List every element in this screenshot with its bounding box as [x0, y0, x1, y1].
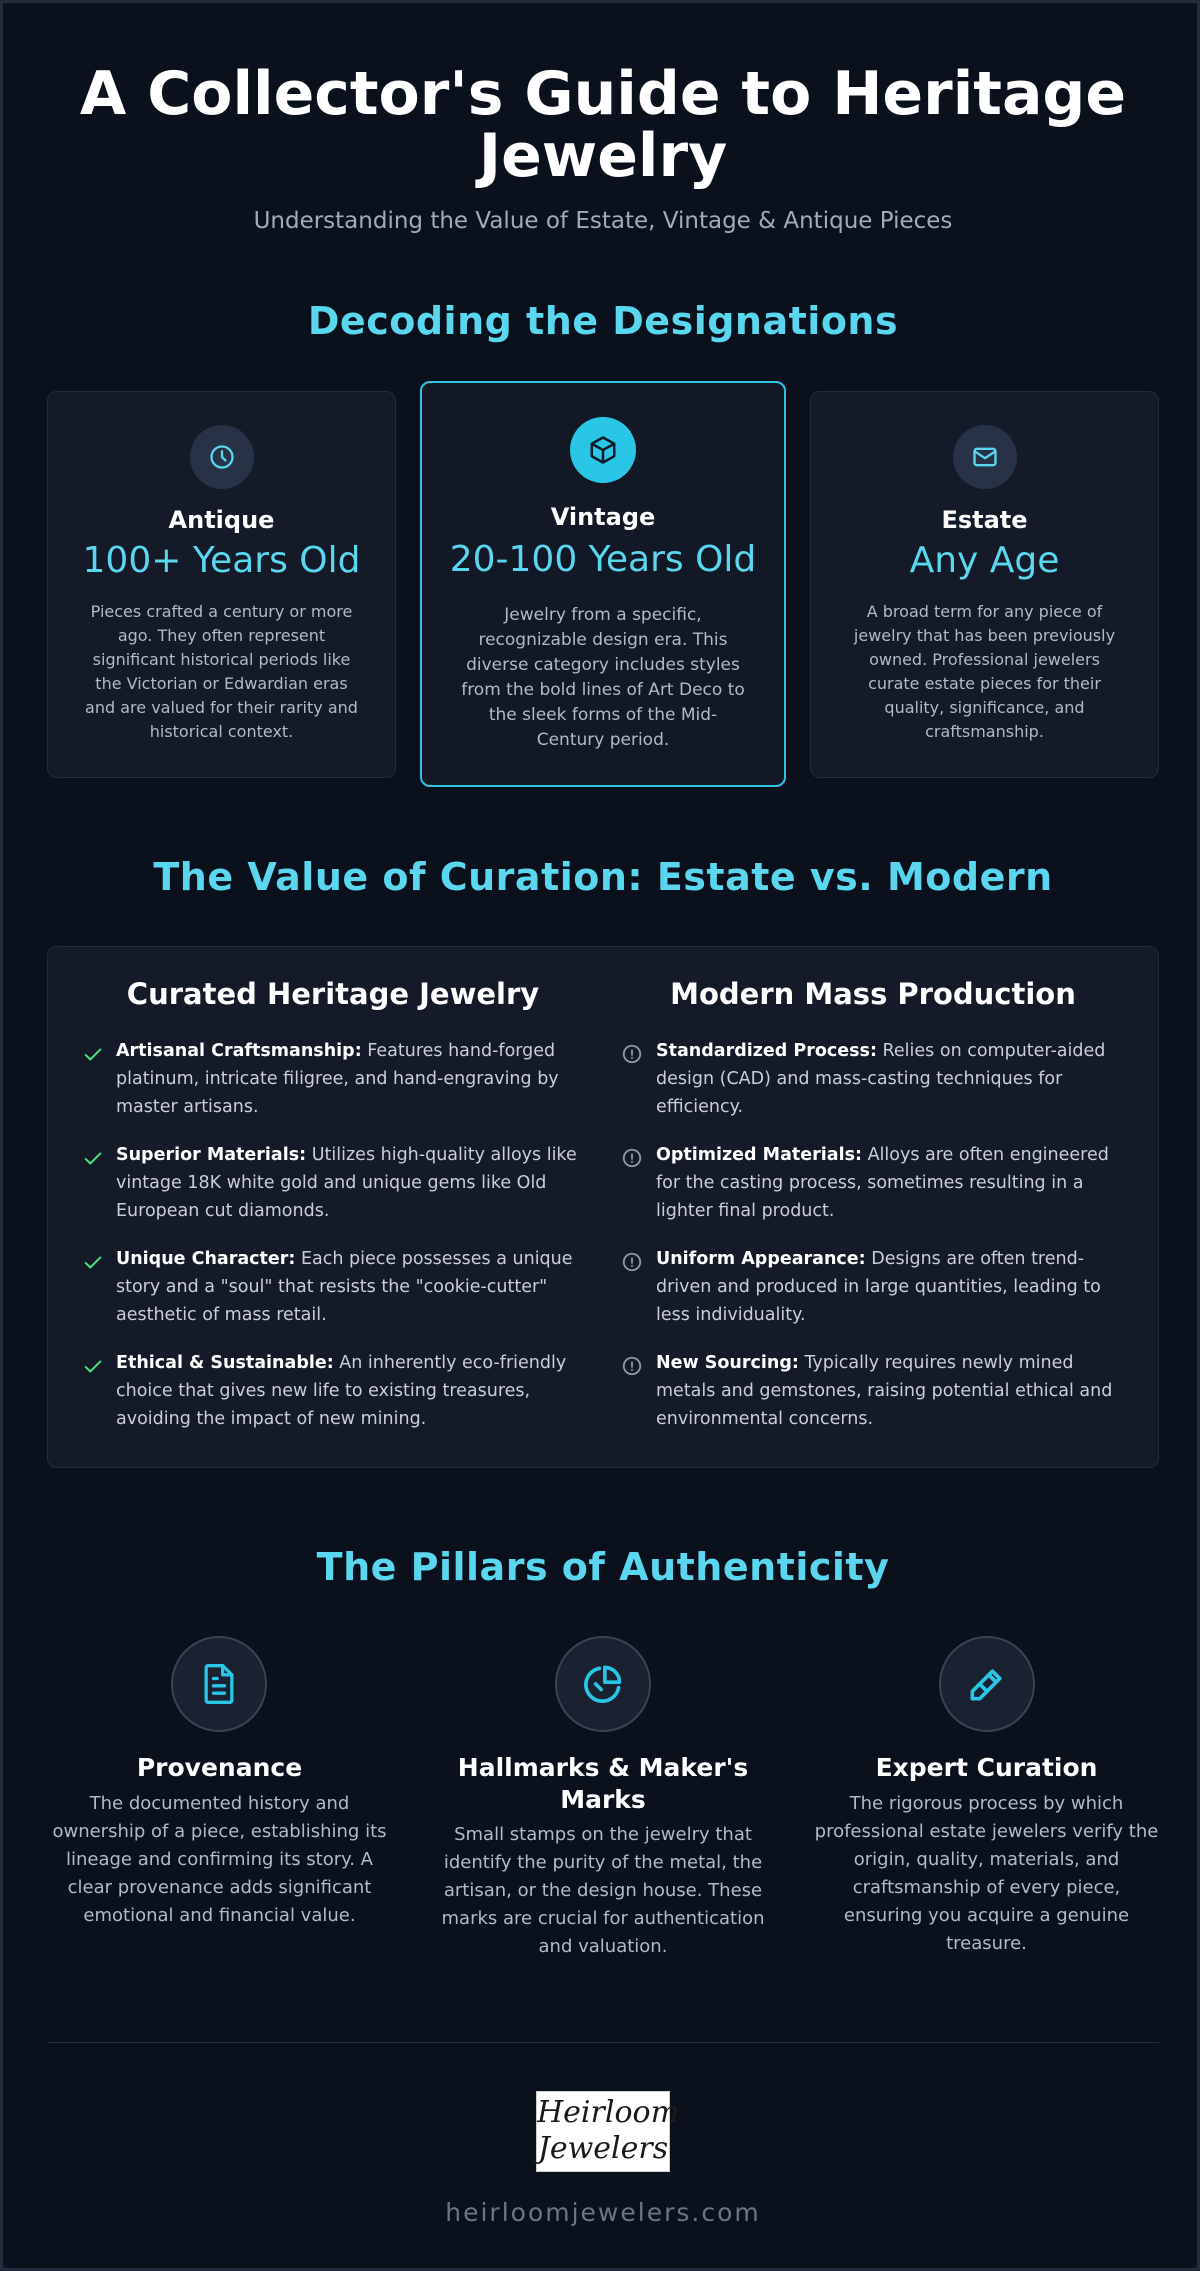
- envelope-icon: [953, 425, 1017, 489]
- alert-circle-icon: [621, 1355, 643, 1377]
- list-item: Superior Materials: Utilizes high-quality alloys like vintage 18K white gold and unique gems like Old European cut diamonds.: [116, 1145, 577, 1221]
- pillar-description: The rigorous process by which professional estate jewelers verify the origin, quality, materials, and craftsmanship of every piece, ensuring you acquire a genuine treasure.: [814, 1793, 1159, 1954]
- designation-card-estate: [810, 391, 1159, 778]
- designation-card-antique: [47, 391, 396, 778]
- alert-circle-icon: [621, 1251, 643, 1273]
- list-item: Artisanal Craftsmanship: Features hand-forged platinum, intricate filigree, and hand-engraving by master artisans.: [116, 1041, 559, 1117]
- pillar-title: Expert Curation: [875, 1753, 1098, 1782]
- logo-line: Jewelers: [537, 2131, 669, 2166]
- card-name: Antique: [168, 506, 275, 534]
- page-title: A Collector's Guide to Heritage Jewelry: [79, 59, 1127, 191]
- check-icon: [82, 1355, 104, 1377]
- heritage-column-title: Curated Heritage Jewelry: [126, 977, 540, 1011]
- modern-column-title: Modern Mass Production: [670, 977, 1076, 1011]
- footer-divider: [47, 2042, 1159, 2043]
- designations-heading: Decoding the Designations: [307, 299, 899, 343]
- card-age: 100+ Years Old: [82, 540, 361, 581]
- card-name: Estate: [941, 506, 1028, 534]
- alert-circle-icon: [621, 1043, 643, 1065]
- list-item: Uniform Appearance: Designs are often trend-driven and produced in large quantities, leading to less individuality.: [656, 1249, 1101, 1325]
- card-age: 20-100 Years Old: [449, 539, 757, 580]
- list-item: Standardized Process: Relies on computer-aided design (CAD) and mass-casting techniques for efficiency.: [656, 1041, 1106, 1117]
- designation-card-vintage: [420, 381, 786, 787]
- comparison-panel: [47, 946, 1159, 1468]
- check-icon: [82, 1251, 104, 1273]
- pillar-title: Hallmarks & Maker's Marks: [457, 1753, 749, 1814]
- list-item: Optimized Materials: Alloys are often engineered for the casting process, sometimes resulting in a lighter final product.: [656, 1145, 1109, 1221]
- list-item: Unique Character: Each piece possesses a unique story and a "soul" that resists the "cookie-cutter" aesthetic of mass retail.: [116, 1249, 573, 1325]
- clock-icon: [190, 425, 254, 489]
- card-description: A broad term for any piece of jewelry that has been previously owned. Professional jewelers curate estate pieces for their quality, significance, and craftsmanship.: [853, 602, 1116, 741]
- cube-icon: [570, 417, 636, 483]
- pillar-description: Small stamps on the jewelry that identify the purity of the metal, the artisan, or the design house. These marks are crucial for authentication and valuation.: [441, 1824, 765, 1957]
- card-description: Pieces crafted a century or more ago. They often represent significant historical periods like the Victorian or Edwardian eras and are valued for their rarity and historical context.: [85, 602, 358, 741]
- check-icon: [82, 1147, 104, 1169]
- check-icon: [82, 1043, 104, 1065]
- card-age: Any Age: [909, 540, 1060, 581]
- website-url[interactable]: heirloomjewelers.com: [445, 2198, 761, 2227]
- pie-chart-icon: [555, 1636, 651, 1732]
- curation-heading: The Value of Curation: Estate vs. Modern: [153, 855, 1053, 899]
- list-item: New Sourcing: Typically requires newly mined metals and gemstones, raising potential ethical and environmental concerns.: [656, 1353, 1113, 1429]
- tools-icon: [939, 1636, 1035, 1732]
- page-subtitle: Understanding the Value of Estate, Vintage & Antique Pieces: [253, 208, 953, 234]
- logo-line: Heirloom: [537, 2095, 680, 2130]
- pillar-title: Provenance: [136, 1753, 303, 1782]
- pillars-heading: The Pillars of Authenticity: [316, 1545, 890, 1589]
- card-description: Jewelry from a specific, recognizable design era. This diverse category includes styles from the bold lines of Art Deco to the sleek forms of the Mid-Century period.: [461, 605, 745, 750]
- brand-logo: [536, 2091, 680, 2172]
- card-name: Vintage: [550, 503, 656, 531]
- document-icon: [171, 1636, 267, 1732]
- alert-circle-icon: [621, 1147, 643, 1169]
- pillar-description: The documented history and ownership of a piece, establishing its lineage and confirming its story. A clear provenance adds significant emotional and financial value.: [52, 1793, 387, 1926]
- list-item: Ethical & Sustainable: An inherently eco-friendly choice that gives new life to existing treasures, avoiding the impact of new mining.: [116, 1353, 567, 1429]
